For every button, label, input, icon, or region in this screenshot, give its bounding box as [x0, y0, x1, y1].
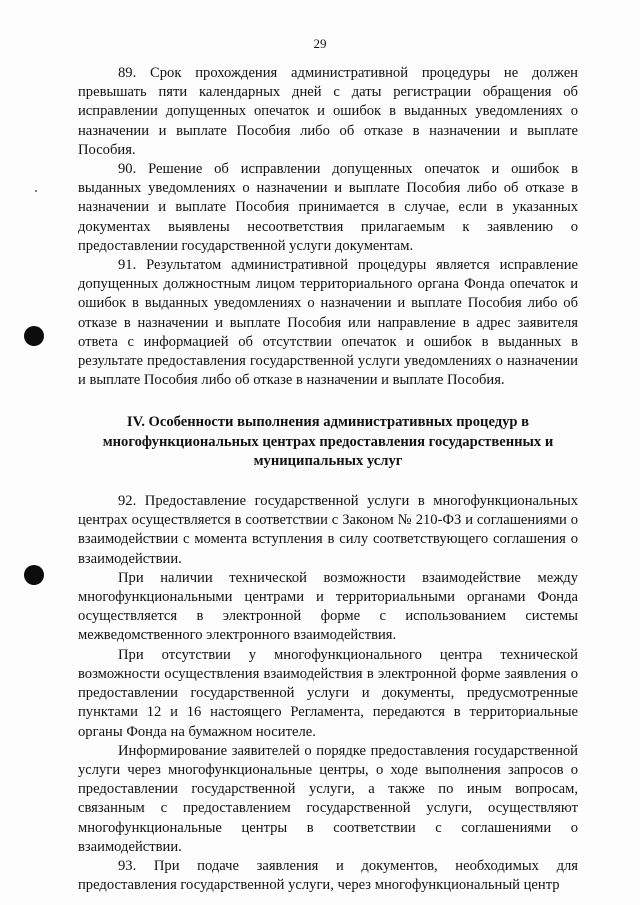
- scan-speck: [35, 190, 37, 192]
- page-body: [78, 64, 578, 895]
- paragraph-92: 92. Предоставление государственной услуги в многофункциональных центрах осуществляется в соответствии с Законом № 210-ФЗ и соглашениями о взаимодействии с момента вступления в силу соответствующего соглашения о взаимодействии.: [78, 493, 578, 567]
- page-number: 29: [313, 36, 327, 51]
- punch-hole-top: [24, 326, 44, 346]
- paragraph-90: 90. Решение об исправлении допущенных опечаток и ошибок в выданных уведомлениях о назначении и выплате Пособия либо об отказе в назначении и выплате Пособия принимается в случае, если в указанных документах выявлены несоответствия прилагаемым к заявлению о предоставлении государственной услуги документам.: [78, 161, 578, 254]
- paragraph-paper-transfer: При отсутствии у многофункционального центра технической возможности осуществления взаимодействия в электронной форме заявления о предоставлении государственной услуги и документы, предусмотренные пунктами 12 и 16 настоящего Регламента, передаются в территориальные органы Фонда на бумажном носителе.: [78, 646, 578, 740]
- paragraph-informing: Информирование заявителей о порядке предоставления государственной услуги через многофункциональные центры, о ходе выполнения запросов о предоставлении государственной услуги, а также по иным вопросам, связанным с предоставлением государственной услуги, осуществляют многофункциональные центры в соответствии с соглашениями о взаимодействии.: [78, 742, 578, 855]
- paragraph-91: 91. Результатом административной процедуры является исправление допущенных должностным лицом территориального органа Фонда опечаток и ошибок в выданных уведомлениях о назначении и выплате Пособия либо об отказе в назначении и выплате Пособия или направление в адрес заявителя ответа с информацией об отсутствии опечаток и ошибок в выданных в результате предоставления государственной услуги уведомлениях о назначении и выплате Пособия либо об отказе в назначении и выплате Пособия.: [78, 257, 578, 389]
- punch-hole-bottom: [24, 565, 44, 585]
- paragraph-89: 89. Срок прохождения административной процедуры не должен превышать пяти календарных дней с даты регистрации обращения об исправлении допущенных опечаток и ошибок в выданных уведомлениях о назначении и выплате Пособия либо об отказе в назначении и выплате Пособия.: [78, 65, 578, 158]
- paragraph-93: 93. При подаче заявления и документов, необходимых для предоставления государственной услуги, через многофункциональный центр: [78, 857, 578, 894]
- section-heading: IV. Особенности выполнения административных процедур в многофункциональных центрах предоставления государственных и муниципальных услуг: [102, 414, 554, 469]
- paragraph-electronic-interaction: При наличии технической возможности взаимодействие между многофункциональными центрами и территориальными органами Фонда осуществляется в электронной форме с использованием системы межведомственного электронного взаимодействия.: [78, 569, 578, 644]
